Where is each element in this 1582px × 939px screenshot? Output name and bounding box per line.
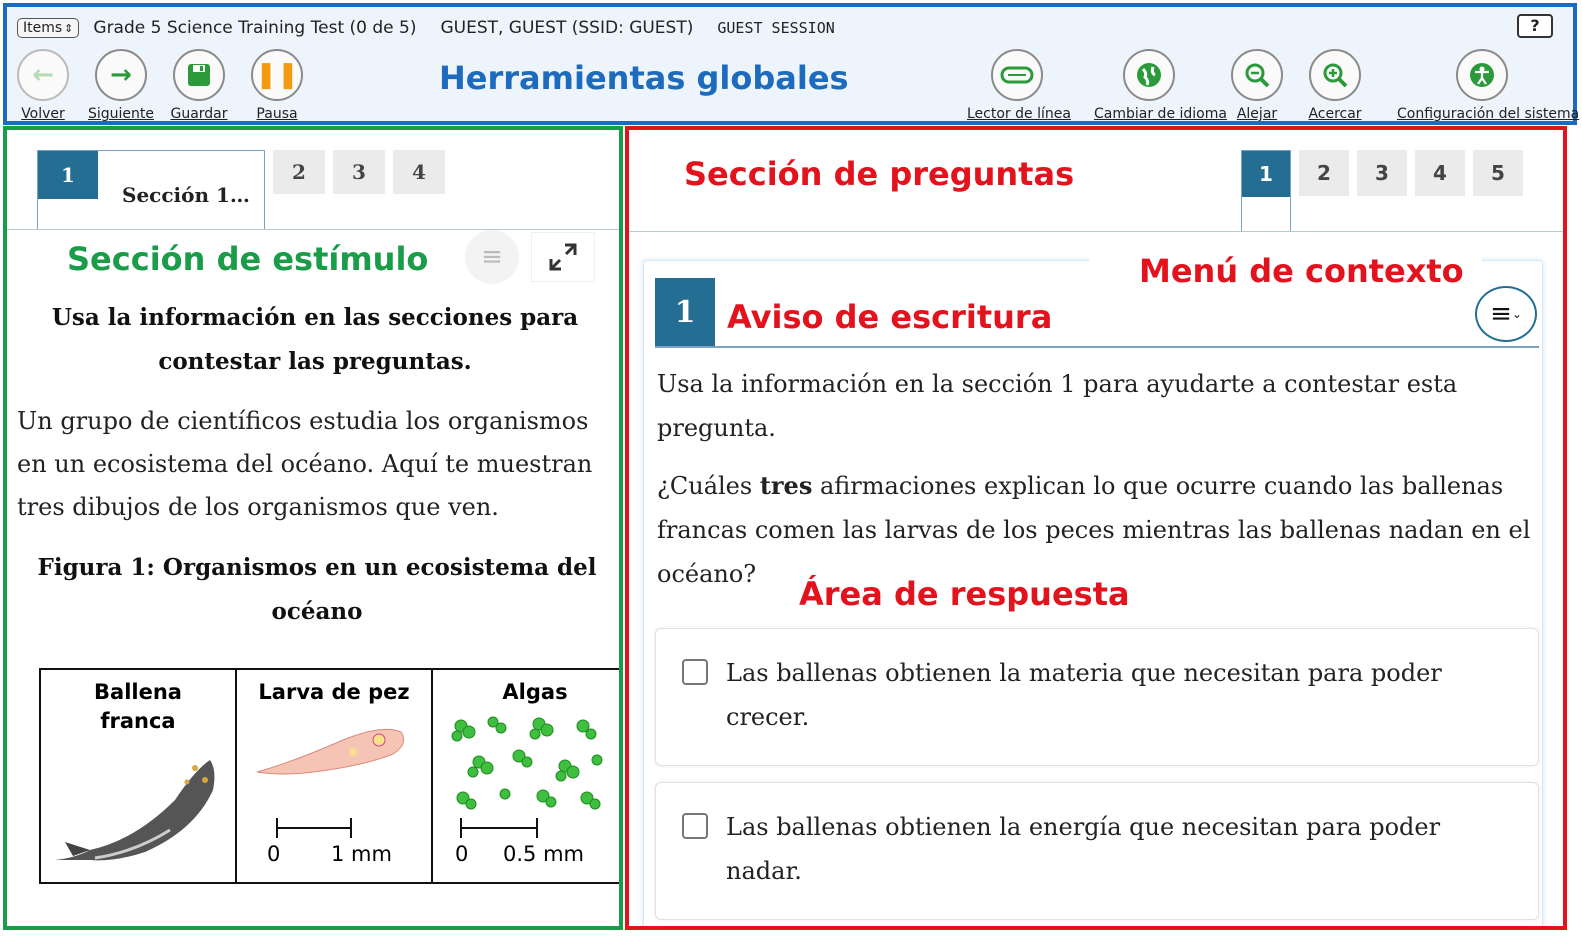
stimulus-tabs [37, 150, 453, 230]
arrow-right-icon: → [95, 49, 147, 101]
question-number: 1 [655, 278, 715, 348]
annotation-writing-prompt: Aviso de escritura [727, 298, 1053, 336]
updown-icon: ⇕ [64, 21, 74, 35]
question-context-menu-button[interactable] [1475, 286, 1537, 342]
annotation-question-section: Sección de preguntas [684, 155, 1075, 193]
figure-title: Figura 1: Organismos en un ecosistema del océano [37, 554, 597, 625]
checkbox[interactable] [682, 813, 708, 839]
question-tab-3[interactable]: 3 [1357, 150, 1407, 196]
stimulus-tab-title: Sección 1… [122, 183, 250, 207]
stimulus-tab-number: 1 [38, 151, 98, 199]
figure-cell-title: Ballena franca [94, 680, 182, 733]
question-tab-number: 1 [1242, 151, 1290, 197]
top-bar [7, 7, 1573, 49]
tab-divider [629, 231, 1567, 232]
help-button[interactable]: ? [1517, 14, 1553, 38]
question-tab-active[interactable] [1241, 150, 1291, 232]
figure-cell-algae [433, 670, 623, 882]
system-settings-label: Configuración del sistema [1397, 106, 1580, 122]
expand-icon [545, 239, 581, 275]
fish-larva-image [253, 718, 413, 788]
figure-table [39, 668, 623, 884]
zoom-in-button[interactable] [1285, 49, 1385, 122]
answer-option-text: Las ballenas obtienen la energía que necesitan para poder nadar. [726, 813, 1441, 885]
scale-start: 0 [267, 842, 281, 866]
menu-icon: ≡ [481, 242, 503, 272]
session-info: GUEST SESSION [717, 19, 835, 37]
checkbox[interactable] [682, 659, 708, 685]
scale-end: 1 mm [331, 842, 392, 866]
menu-icon: ≡ [1490, 299, 1512, 329]
question-para-2-end: afirmaciones explican lo que ocurre cuando las ballenas francas comen las larvas de los peces mientras las ballenas nadan en el océano? [657, 472, 1531, 588]
whale-image [45, 740, 235, 880]
question-text [657, 362, 1537, 610]
figure-cell-title: Larva de pez [258, 680, 410, 704]
test-title: Grade 5 Science Training Test (0 de 5) [93, 18, 417, 38]
pause-icon: ❚❚ [251, 49, 303, 101]
annotation-response-area: Área de respuesta [799, 575, 1130, 613]
zoom-in-label: Acercar [1308, 106, 1362, 122]
scale-bar-larva [273, 816, 373, 840]
back-label: Volver [21, 106, 65, 122]
chevron-down-icon: ⌄ [1511, 307, 1522, 321]
figure-cell-title: Algas [502, 680, 568, 704]
question-tab-2[interactable]: 2 [1299, 150, 1349, 196]
arrow-left-icon: ← [17, 49, 69, 101]
save-icon [173, 49, 225, 101]
stimulus-tab-2[interactable]: 2 [273, 150, 325, 194]
line-reader-label: Lector de línea [967, 106, 1071, 122]
scale-bar-algae [457, 816, 557, 840]
stimulus-panel [3, 126, 623, 930]
scale-start: 0 [455, 842, 469, 866]
items-label: Items [23, 20, 63, 36]
answer-option-text: Las ballenas obtienen la materia que necesitan para poder crecer. [726, 659, 1442, 731]
tool-row [7, 49, 1580, 122]
question-tabs [1241, 150, 1531, 232]
zoom-out-icon [1231, 49, 1283, 101]
zoom-in-icon [1309, 49, 1361, 101]
question-tab-5[interactable]: 5 [1473, 150, 1523, 196]
question-para-2-start: ¿Cuáles [657, 472, 760, 500]
next-label: Siguiente [87, 106, 154, 122]
global-tools-panel [3, 3, 1580, 125]
algae-image [449, 714, 609, 814]
user-info: GUEST, GUEST (SSID: GUEST) [440, 18, 694, 38]
zoom-out-label: Alejar [1236, 106, 1278, 122]
save-label: Guardar [170, 106, 228, 122]
globe-icon [1123, 49, 1175, 101]
annotation-stimulus: Sección de estímulo [67, 240, 429, 278]
annotation-global-tools: Herramientas globales [439, 59, 849, 97]
line-reader-button[interactable] [967, 49, 1071, 122]
stimulus-instruction: Usa la información en las secciones para contestar las preguntas. [51, 304, 579, 375]
stimulus-tab-4[interactable]: 4 [393, 150, 445, 194]
figure-cell-larva [237, 670, 433, 882]
question-tab-4[interactable]: 4 [1415, 150, 1465, 196]
pause-label: Pausa [256, 106, 298, 122]
annotation-context-menu: Menú de contexto [1089, 252, 1482, 290]
system-settings-button[interactable] [1397, 49, 1580, 122]
items-dropdown[interactable] [17, 18, 79, 38]
stimulus-text: Un grupo de científicos estudia los organismos en un ecosistema del océano. Aquí te muestran tres dibujos de los organismos que ven. [17, 407, 593, 521]
stimulus-context-menu-button[interactable] [465, 230, 519, 284]
expand-button[interactable] [531, 232, 595, 282]
question-header-line [655, 346, 1539, 348]
scale-end: 0.5 mm [503, 842, 584, 866]
tab-divider [7, 229, 623, 230]
figure-cell-whale [41, 670, 237, 882]
pause-button[interactable] [227, 49, 327, 122]
question-para-2-bold: tres [759, 471, 813, 500]
question-para-1: Usa la información en la sección 1 para ayudarte a contestar esta pregunta. [657, 370, 1458, 442]
question-panel [625, 126, 1567, 930]
change-language-label: Cambiar de idioma [1094, 106, 1227, 122]
line-reader-icon [991, 49, 1043, 101]
stimulus-tab-active[interactable] [37, 150, 265, 230]
change-language-button[interactable] [1094, 49, 1227, 122]
stimulus-tab-3[interactable]: 3 [333, 150, 385, 194]
accessibility-icon [1456, 49, 1508, 101]
answer-option-1[interactable] [655, 628, 1539, 766]
answer-option-2[interactable] [655, 782, 1539, 920]
